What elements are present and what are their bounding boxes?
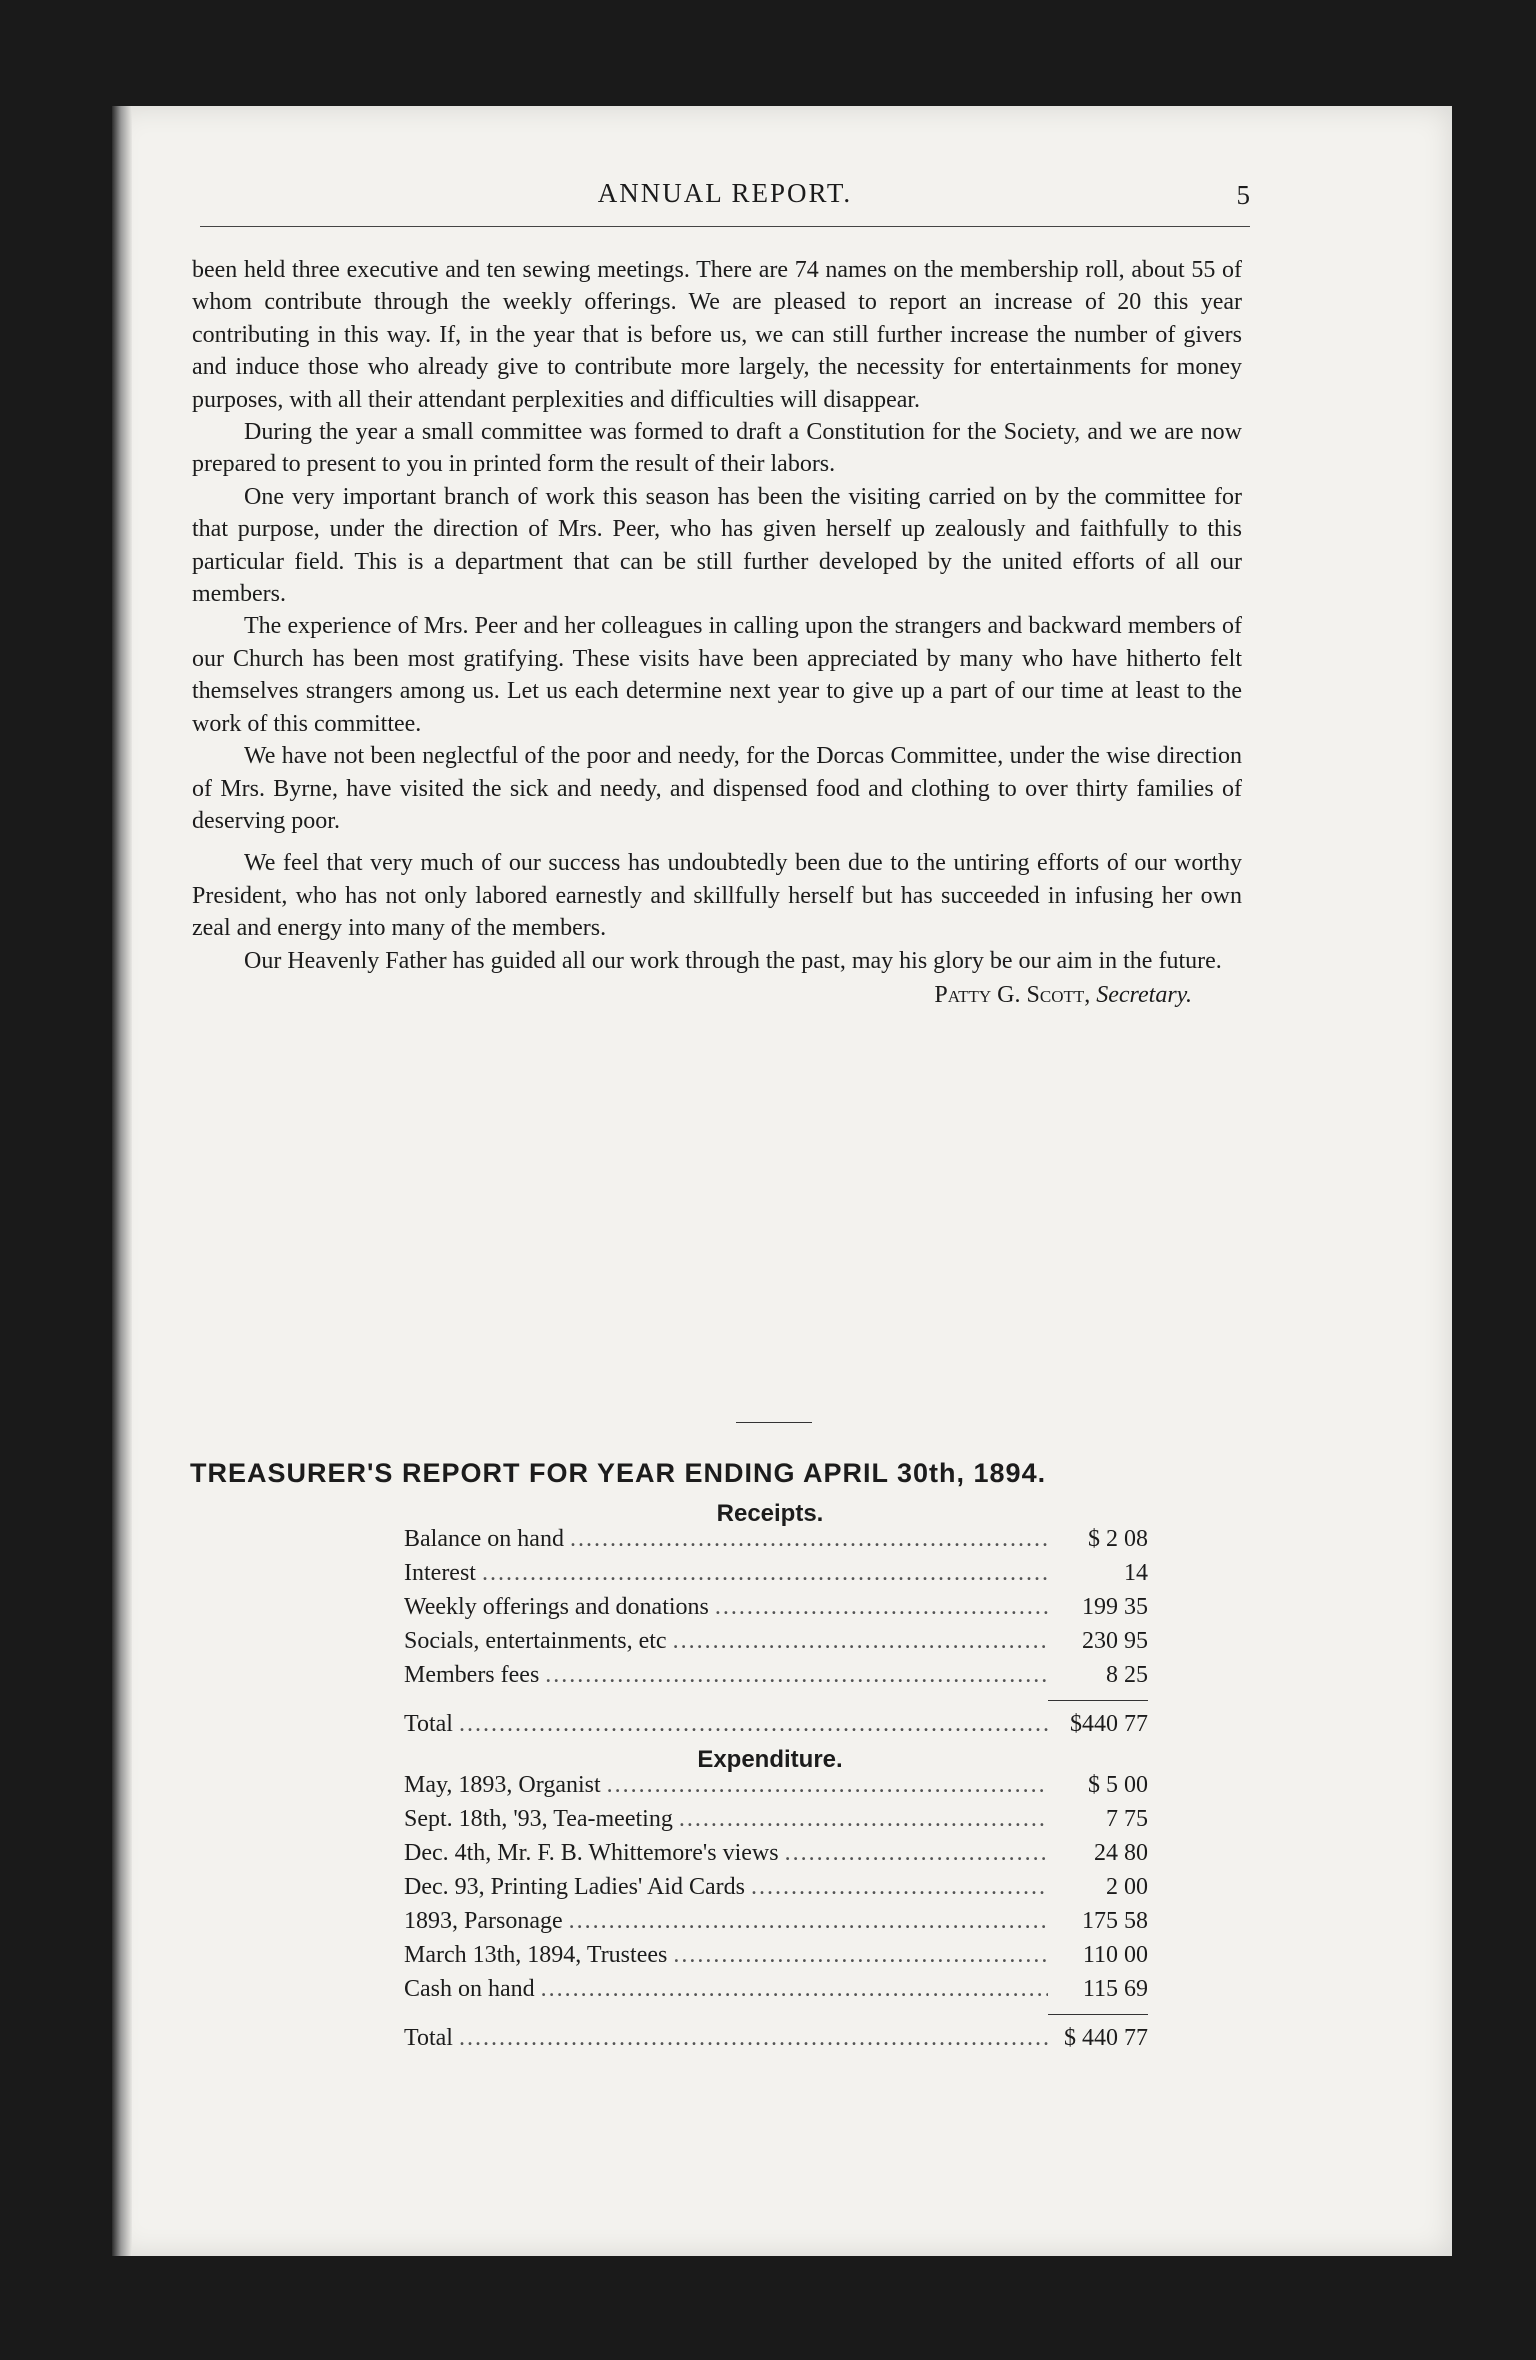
- receipts-heading: Receipts.: [716, 1500, 824, 1527]
- sum-rule: [1048, 2014, 1148, 2015]
- ledger-row: [404, 1942, 1148, 1976]
- expenditure-table: [404, 1772, 1148, 2059]
- row-description: Cash on hand: [404, 1976, 535, 2002]
- ledger-row: [404, 1976, 1148, 2010]
- expenditure-heading: Expenditure.: [697, 1746, 843, 1773]
- running-head: [200, 178, 1250, 222]
- row-amount: 175 58: [1082, 1908, 1148, 1934]
- signature-title: Secretary.: [1096, 981, 1192, 1008]
- dot-leader: [785, 1840, 1048, 1867]
- row-amount: 8 25: [1106, 1662, 1148, 1688]
- ledger-row: [404, 1772, 1148, 1806]
- row-amount: 230 95: [1082, 1628, 1148, 1654]
- expenditure-total-row: [404, 2025, 1148, 2059]
- receipts-total-row: [404, 1711, 1148, 1745]
- dot-leader: [607, 1772, 1048, 1799]
- dot-leader: [679, 1806, 1048, 1833]
- row-description: Dec. 4th, Mr. F. B. Whittemore's views: [404, 1840, 779, 1866]
- dot-leader: [715, 1594, 1048, 1621]
- row-amount: $ 440 77: [1064, 2025, 1148, 2051]
- dot-leader: [569, 1908, 1048, 1935]
- dot-leader: [459, 2025, 1048, 2052]
- row-description: Sept. 18th, '93, Tea-meeting: [404, 1806, 673, 1832]
- sum-rule: [1048, 1700, 1148, 1701]
- ledger-row: [404, 1806, 1148, 1840]
- ledger-row: [404, 1908, 1148, 1942]
- row-description: March 13th, 1894, Trustees: [404, 1942, 668, 1968]
- row-description: Interest: [404, 1560, 476, 1586]
- row-amount: $440 77: [1070, 1711, 1148, 1737]
- paragraph-visiting: One very important branch of work this season has been the visiting carried on by the committee for that purpose, under the direction of Mrs. Peer, who has given herself up zealously and faithfully to this particular field. This is a department that can be still further developed by the united efforts of all our members.: [192, 483, 1242, 608]
- row-amount: $ 2 08: [1088, 1526, 1148, 1552]
- ledger-row: [404, 1874, 1148, 1908]
- ledger-row: [404, 1628, 1148, 1662]
- row-amount: 115 69: [1082, 1976, 1148, 2002]
- row-description: May, 1893, Organist: [404, 1772, 601, 1798]
- row-description: Members fees: [404, 1662, 540, 1688]
- ledger-row: [404, 1594, 1148, 1628]
- dot-leader: [541, 1976, 1048, 2003]
- secretary-report-body: [192, 254, 1242, 1011]
- dot-leader: [751, 1874, 1048, 1901]
- dot-leader: [570, 1526, 1048, 1553]
- paragraph-closing: Our Heavenly Father has guided all our work through the past, may his glory be our aim in the future.: [244, 947, 1222, 974]
- dot-leader: [459, 1711, 1048, 1738]
- dot-leader: [673, 1942, 1048, 1969]
- row-amount: 199 35: [1082, 1594, 1148, 1620]
- row-description: Dec. 93, Printing Ladies' Aid Cards: [404, 1874, 745, 1900]
- row-amount: 14: [1124, 1560, 1148, 1586]
- paragraph-meetings: been held three executive and ten sewing meetings. There are 74 names on the membership roll, about 55 of whom contribute through the weekly offerings. We are pleased to report an increase of 20 this year contributing in this way. If, in the year that is before us, we can still further increase the number of givers and induce those who already give to contribute more largely, the necessity for entertainments for money purposes, with all their attendant perplexities and difficulties will disappear.: [192, 257, 1242, 413]
- paragraph-constitution: During the year a small committee was formed to draft a Constitution for the Society, and we are now prepared to present to you in printed form the result of their labors.: [192, 419, 1242, 478]
- row-amount: 7 75: [1106, 1806, 1148, 1832]
- row-amount: 24 80: [1094, 1840, 1148, 1866]
- row-description: Total: [404, 1711, 453, 1737]
- row-amount: $ 5 00: [1088, 1772, 1148, 1798]
- treasurer-report-title: TREASURER'S REPORT FOR YEAR ENDING APRIL 30th, 1894.: [190, 1458, 1047, 1488]
- paragraph-president: We feel that very much of our success has undoubtedly been due to the untiring efforts of our worthy President, who has not only labored earnestly and skillfully herself but has succeeded in infusing her own zeal and energy into many of the members.: [192, 850, 1242, 942]
- dot-leader: [673, 1628, 1048, 1655]
- ledger-row: [404, 1526, 1148, 1560]
- row-description: Weekly offerings and donations: [404, 1594, 709, 1620]
- ledger-row: [404, 1662, 1148, 1696]
- row-amount: 110 00: [1082, 1942, 1148, 1968]
- signature: [192, 979, 1242, 1011]
- paragraph-dorcas: We have not been neglectful of the poor and needy, for the Dorcas Committee, under the wise direction of Mrs. Byrne, have visited the sick and needy, and dispensed food and clothing to over thirty families of deserving poor.: [192, 743, 1242, 834]
- dot-leader: [545, 1662, 1048, 1689]
- dot-leader: [482, 1560, 1048, 1587]
- section-divider: [736, 1422, 812, 1423]
- running-title: ANNUAL REPORT.: [597, 178, 853, 208]
- row-description: Balance on hand: [404, 1526, 564, 1552]
- row-amount: 2 00: [1106, 1874, 1148, 1900]
- ledger-row: [404, 1560, 1148, 1594]
- page-number: 5: [1236, 180, 1250, 210]
- page-gutter: [112, 106, 132, 2256]
- row-description: Socials, entertainments, etc: [404, 1628, 667, 1654]
- paragraph-experience: The experience of Mrs. Peer and her colleagues in calling upon the strangers and backward members of our Church has been most gratifying. These visits have been appreciated by many who have hitherto felt themselves strangers among us. Let us each determine next year to give up a part of our time at least to the work of this committee.: [192, 613, 1242, 737]
- receipts-table: [404, 1526, 1148, 1745]
- row-description: Total: [404, 2025, 453, 2051]
- signature-name: Patty G. Scott,: [934, 981, 1091, 1008]
- ledger-row: [404, 1840, 1148, 1874]
- header-rule: [200, 226, 1250, 227]
- row-description: 1893, Parsonage: [404, 1908, 563, 1934]
